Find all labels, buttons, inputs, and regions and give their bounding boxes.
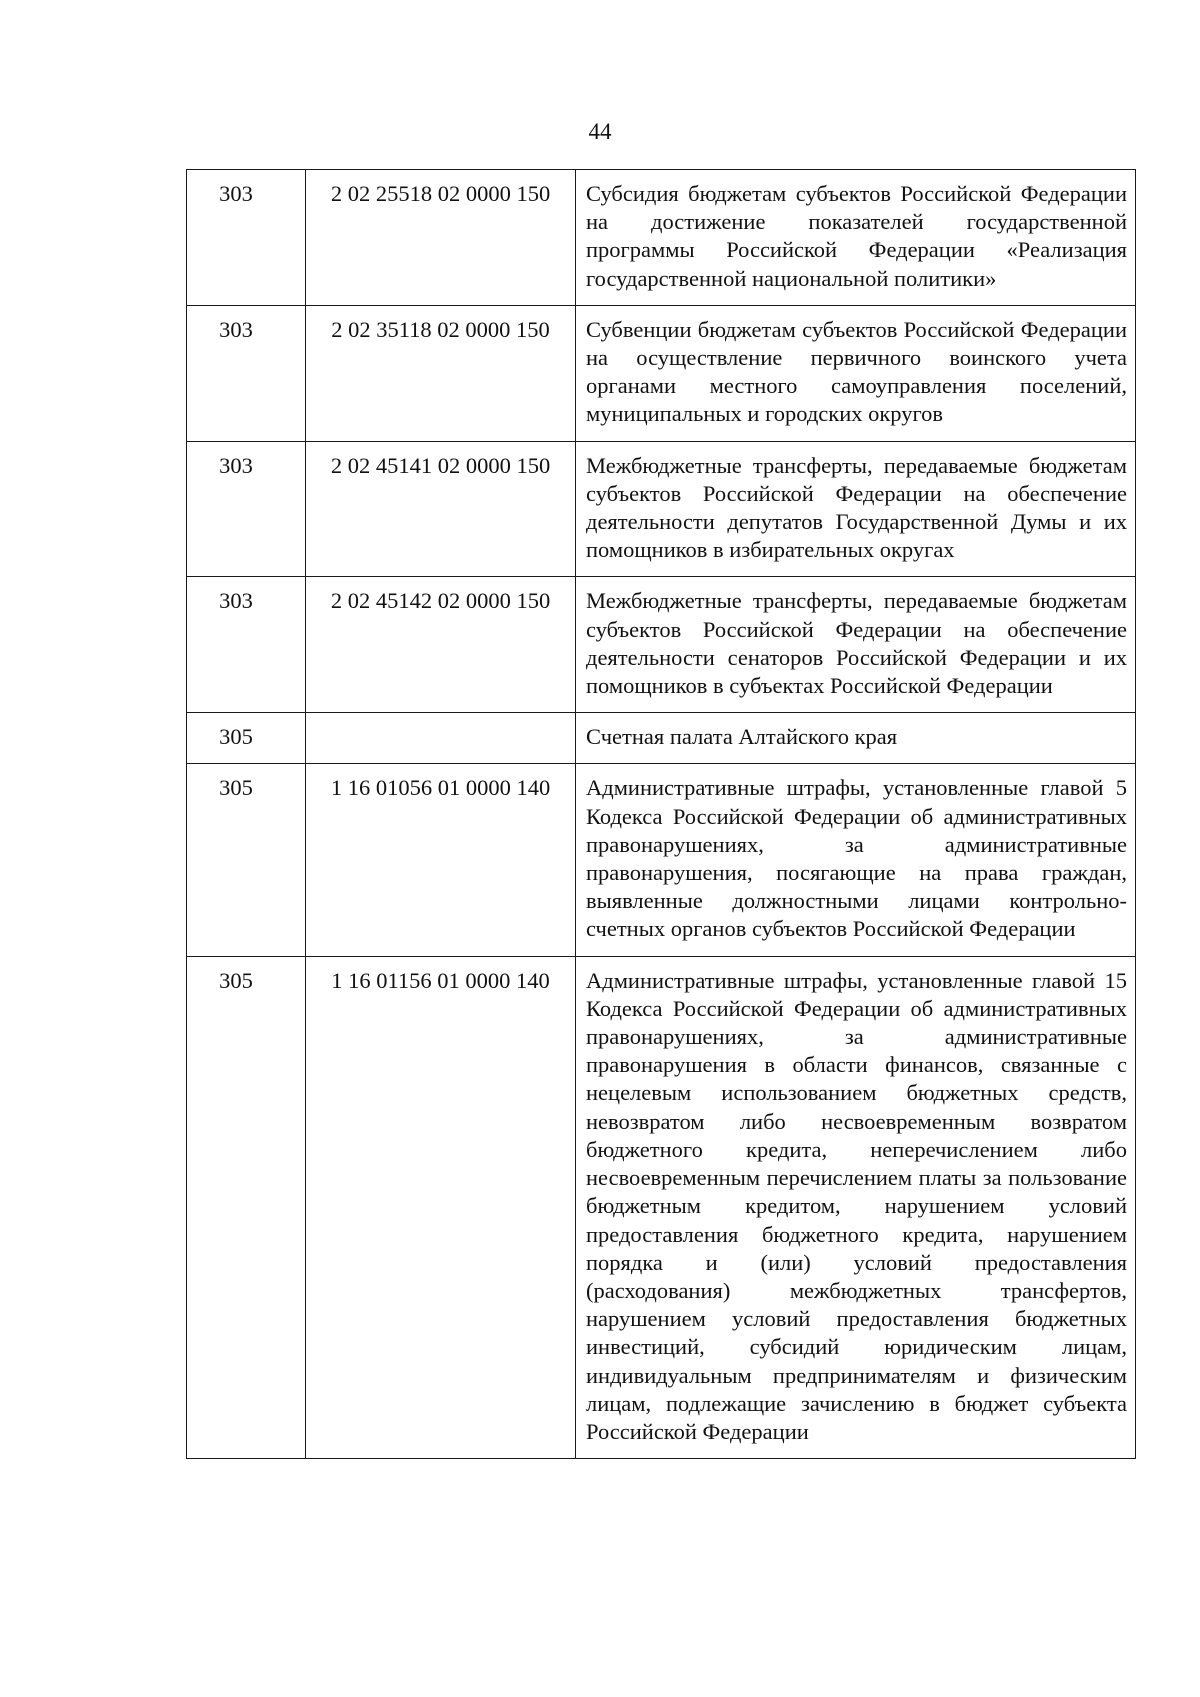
page-number: 44 — [588, 119, 612, 144]
admin-code-cell: 303 — [187, 577, 306, 713]
admin-code-cell: 305 — [187, 956, 306, 1458]
table-row — [187, 713, 1136, 764]
admin-code-cell: 303 — [187, 170, 306, 306]
budget-code-cell: 2 02 45141 02 0000 150 — [306, 441, 576, 577]
revenue-name-cell: Межбюджетные трансферты, передаваемые бюджетам субъектов Российской Федерации на обеспечение деятельности депутатов Государственной Думы и их помощников в избирательных округах — [576, 441, 1136, 577]
table-row — [187, 764, 1136, 956]
budget-code-cell: 2 02 25518 02 0000 150 — [306, 170, 576, 306]
budget-code-cell: 1 16 01156 01 0000 140 — [306, 956, 576, 1458]
admin-code-cell: 305 — [187, 713, 306, 764]
table-row — [187, 305, 1136, 441]
revenue-name-cell: Межбюджетные трансферты, передаваемые бюджетам субъектов Российской Федерации на обеспечение деятельности сенаторов Российской Федерации и их помощников в субъектах Российской Федерации — [576, 577, 1136, 713]
revenue-name-cell: Административные штрафы, установленные главой 5 Кодекса Российской Федерации об административных правонарушениях, за административные правонарушения, посягающие на права граждан, выявленные должностными лицами контрольно-счетных органов субъектов Российской Федерации — [576, 764, 1136, 956]
table-row — [187, 956, 1136, 1458]
revenue-name-cell: Субвенции бюджетам субъектов Российской Федерации на осуществление первичного воинского учета органами местного самоуправления поселений, муниципальных и городских округов — [576, 305, 1136, 441]
table-row — [187, 170, 1136, 306]
admin-code-cell: 303 — [187, 305, 306, 441]
table-row — [187, 441, 1136, 577]
budget-code-cell: 2 02 35118 02 0000 150 — [306, 305, 576, 441]
admin-code-cell: 303 — [187, 441, 306, 577]
budget-code-cell — [306, 713, 576, 764]
revenue-name-cell: Субсидия бюджетам субъектов Российской Федерации на достижение показателей государственной программы Российской Федерации «Реализация государственной национальной политики» — [576, 170, 1136, 306]
revenue-name-cell: Административные штрафы, установленные главой 15 Кодекса Российской Федерации об административных правонарушениях, за административные правонарушения в области финансов, связанные с нецелевым использованием бюджетных средств, невозвратом либо несвоевременным возвратом бюджетного кредита, неперечислением либо несвоевременным перечислением платы за пользование бюджетным кредитом, нарушением условий предоставления бюджетного кредита, нарушением порядка и (или) условий предоставления (расходования) межбюджетных трансфертов, нарушением условий предоставления бюджетных инвестиций, субсидий юридическим лицам, индивидуальным предпринимателям и физическим лицам, подлежащие зачислению в бюджет субъекта Российской Федерации — [576, 956, 1136, 1458]
budget-code-cell: 2 02 45142 02 0000 150 — [306, 577, 576, 713]
revenue-name-cell: Счетная палата Алтайского края — [576, 713, 1136, 764]
admin-code-cell: 305 — [187, 764, 306, 956]
budget-code-cell: 1 16 01056 01 0000 140 — [306, 764, 576, 956]
table-row — [187, 577, 1136, 713]
budget-revenue-table — [186, 169, 1136, 1459]
